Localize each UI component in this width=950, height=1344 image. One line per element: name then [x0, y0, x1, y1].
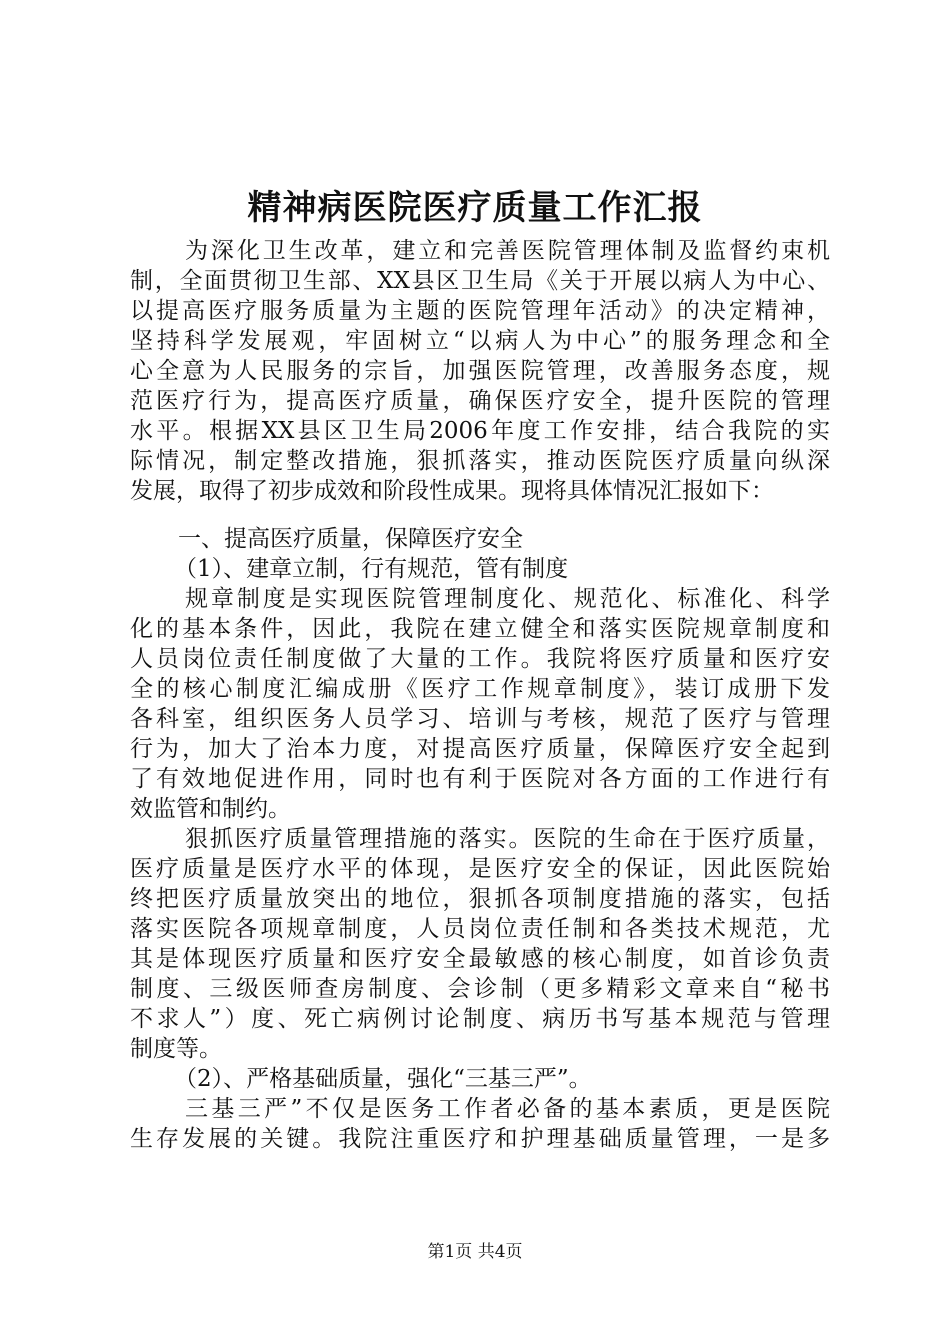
- text-line: 际情况，制定整改措施，狠抓落实，推动医院医疗质量向纵深: [130, 448, 830, 474]
- text-line: 坚持科学发展观，牢固树立“以病人为中心”的服务理念和全: [130, 328, 830, 354]
- text-line: 范医疗行为，提高医疗质量，确保医疗安全，提升医院的管理: [130, 388, 830, 414]
- text-line: 水平。根据XX县区卫生局2006年度工作安排，结合我院的实: [130, 418, 830, 444]
- text-line: 各科室，组织医务人员学习、培训与考核，规范了医疗与管理: [130, 706, 830, 732]
- text-line: 制度等。: [130, 1036, 222, 1062]
- text-line: 行为，加大了治本力度，对提高医疗质量，保障医疗安全起到: [130, 736, 830, 762]
- text-line: 规章制度是实现医院管理制度化、规范化、标准化、科学: [185, 586, 830, 612]
- text-line: 不求人”）度、死亡病例讨论制度、病历书写基本规范与管理: [130, 1006, 830, 1032]
- paragraph-three-basics: [130, 1094, 830, 1154]
- text-line: 落实医院各项规章制度，人员岗位责任制和各类技术规范，尤: [130, 916, 830, 942]
- text-line: 制，全面贯彻卫生部、XX县区卫生局《关于开展以病人为中心、: [130, 268, 830, 294]
- page-title: 精神病医院医疗质量工作汇报: [247, 188, 703, 228]
- text-line: 狠抓医疗质量管理措施的落实。医院的生命在于医疗质量，: [185, 826, 830, 852]
- paragraph-quality-measures: [130, 824, 830, 1064]
- text-line: 终把医疗质量放突出的地位，狠抓各项制度措施的落实，包括: [130, 886, 830, 912]
- text-line: 人员岗位责任制度做了大量的工作。我院将医疗质量和医疗安: [130, 646, 830, 672]
- text-line: 三基三严”不仅是医务工作者必备的基本素质，更是医院: [185, 1096, 830, 1122]
- text-line: 为深化卫生改革，建立和完善医院管理体制及监督约束机: [185, 238, 830, 264]
- text-line: 生存发展的关键。我院注重医疗和护理基础质量管理，一是多: [130, 1126, 830, 1152]
- document-body: [130, 236, 830, 1154]
- text-line: 发展，取得了初步成效和阶段性成果。现将具体情况汇报如下：: [130, 478, 774, 504]
- text-line: 以提高医疗服务质量为主题的医院管理年活动》的决定精神，: [130, 298, 830, 324]
- text-line: 医疗质量是医疗水平的体现，是医疗安全的保证，因此医院始: [130, 856, 830, 882]
- text-line: 效监管和制约。: [130, 796, 291, 822]
- text-line: 制度、三级医师查房制度、会诊制（更多精彩文章来自“秘书: [130, 976, 830, 1002]
- text-line: 全的核心制度汇编成册《医疗工作规章制度》，装订成册下发: [130, 676, 830, 702]
- subsection-heading: （1）、建章立制，行有规范，管有制度: [174, 556, 569, 582]
- section-heading: 一、提高医疗质量，保障医疗安全: [178, 526, 523, 552]
- intro-paragraph: [130, 236, 830, 506]
- text-line: 其是体现医疗质量和医疗安全最敏感的核心制度，如首诊负责: [130, 946, 830, 972]
- subsection-heading: （2）、严格基础质量，强化“三基三严”。: [174, 1066, 592, 1092]
- text-line: 化的基本条件，因此，我院在建立健全和落实医院规章制度和: [130, 616, 830, 642]
- text-line: 心全意为人民服务的宗旨，加强医院管理，改善服务态度，规: [130, 358, 830, 384]
- text-line: 了有效地促进作用，同时也有利于医院对各方面的工作进行有: [130, 766, 830, 792]
- page-footer: 第1页 共4页: [427, 1242, 523, 1262]
- paragraph-regulations: [130, 584, 830, 824]
